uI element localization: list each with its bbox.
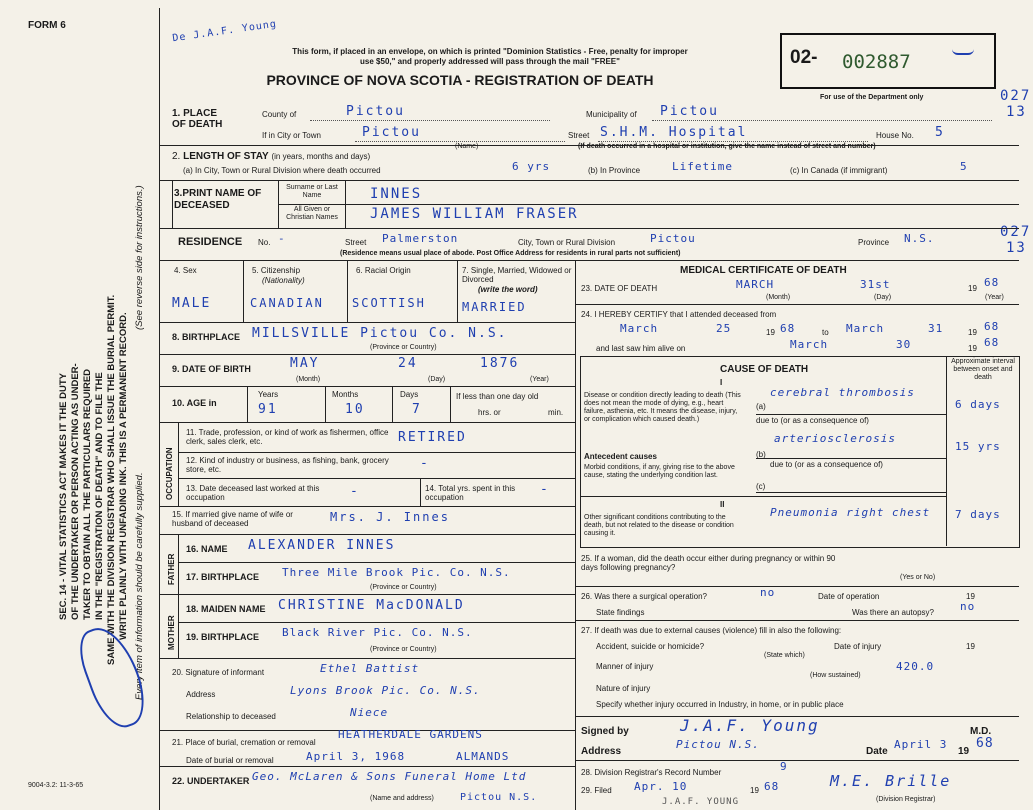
citizenship-label: 5. Citizenship bbox=[252, 266, 301, 275]
from-day: 25 bbox=[716, 322, 732, 335]
registration-box bbox=[780, 33, 996, 89]
code-d: 13 bbox=[1006, 240, 1027, 256]
state-findings-label: State findings bbox=[596, 608, 645, 617]
md-label: M.D. bbox=[970, 726, 992, 737]
d25-sub: (Yes or No) bbox=[900, 574, 936, 581]
from-century: 19 bbox=[766, 328, 775, 337]
relationship-label: Relationship to deceased bbox=[186, 712, 276, 721]
spouse-value: Mrs. J. Innes bbox=[330, 510, 450, 524]
op-century: 19 bbox=[966, 592, 975, 601]
stay-c-label: (c) In Canada (if immigrant) bbox=[790, 166, 888, 175]
informant-value: Ethel Battist bbox=[320, 662, 420, 675]
house-value: 5 bbox=[935, 125, 945, 140]
address-label: Address bbox=[581, 746, 622, 757]
a-mark: (a) bbox=[756, 402, 766, 411]
dob-label: 9. DATE OF BIRTH bbox=[172, 364, 251, 374]
occupation-section: OCCUPATION bbox=[165, 447, 174, 500]
res-city-label: City, Town or Rural Division bbox=[518, 238, 616, 247]
date-label: Date bbox=[866, 746, 888, 757]
industry-label: 12. Kind of industry or business, as fishing, bank, grocery store, etc. bbox=[186, 456, 389, 474]
less-than-day: If less than one day old bbox=[456, 392, 539, 401]
place-note: (If death occurred in a hospital or institution, give the name instead of street and number) bbox=[578, 143, 876, 150]
roman-2: II bbox=[720, 500, 725, 509]
birthplace-value: MILLSVILLE Pictou Co. N.S. bbox=[252, 326, 508, 341]
age-label: 10. AGE in bbox=[172, 398, 217, 408]
d23-label: 23. DATE OF DEATH bbox=[581, 284, 658, 293]
footer-code: 9004-3.2: 11-3-65 bbox=[28, 782, 84, 789]
father-birth-value: Three Mile Brook Pic. Co. N.S. bbox=[282, 566, 511, 579]
to-label: to bbox=[822, 328, 829, 337]
municipality-value: Pictou bbox=[660, 104, 719, 119]
undertaker-label: 22. UNDERTAKER bbox=[172, 776, 250, 786]
a-value: cerebral thrombosis bbox=[770, 386, 915, 399]
specify-label: Specify whether injury occurred in Industry, in home, or in public place bbox=[596, 700, 844, 709]
burial-date-label: Date of burial or removal bbox=[186, 756, 274, 765]
signed-value: J.A.F. Young bbox=[680, 716, 820, 735]
father-name-label: 16. NAME bbox=[186, 544, 228, 554]
due-b: due to (or as a consequence of) bbox=[770, 460, 883, 469]
mother-birth-label: 19. BIRTHPLACE bbox=[186, 632, 260, 642]
header-note-1: This form, if placed in an envelope, on which is printed "Dominion Statistics - Free, penalty for improper bbox=[292, 47, 688, 56]
injury-date-label: Date of injury bbox=[834, 642, 882, 651]
citizenship-value: CANADIAN bbox=[250, 296, 324, 310]
dob-day: 24 bbox=[398, 356, 418, 371]
code-c: 027 bbox=[1000, 224, 1032, 240]
residence-label: RESIDENCE bbox=[178, 236, 243, 248]
sidebar-line-7: Every item of information should be carefully supplied. bbox=[134, 472, 145, 700]
d28-label: 28. Division Registrar's Record Number bbox=[581, 768, 722, 777]
father-birth-label: 17. BIRTHPLACE bbox=[186, 572, 260, 582]
sidebar-line-1: SEC. 14 - VITAL STATISTICS ACT MAKES IT THE DUTY bbox=[58, 372, 69, 620]
other-value: Pneumonia right chest bbox=[770, 506, 931, 519]
to-month: March bbox=[846, 322, 885, 335]
last-saw-label: and last saw him alive on bbox=[596, 344, 686, 353]
b-mark: (b) bbox=[756, 450, 766, 459]
undertaker-value: Geo. McLaren & Sons Funeral Home Ltd bbox=[252, 770, 527, 783]
d24-label: 24. I HEREBY CERTIFY that I attended deceased from bbox=[581, 310, 777, 319]
dob-month: MAY bbox=[290, 356, 320, 371]
informant-addr-label: Address bbox=[186, 690, 216, 699]
d23-year-cap: (Year) bbox=[985, 294, 1004, 301]
sidebar-line-6: WRITE PLAINLY WITH UNFADING INK. THIS IS A PERMANENT RECORD. bbox=[118, 312, 129, 640]
dob-year-cap: (Year) bbox=[530, 376, 549, 383]
informant-label: 20. Signature of informant bbox=[172, 668, 265, 677]
sex-value: MALE bbox=[172, 296, 212, 311]
to-century: 19 bbox=[968, 328, 977, 337]
informant-addr-value: Lyons Brook Pic. Co. N.S. bbox=[290, 684, 481, 697]
hrs-label: hrs. or bbox=[478, 408, 501, 417]
registrar-signature: M.E. Brille bbox=[830, 772, 952, 790]
c-mark: (c) bbox=[756, 482, 766, 491]
stay-a-value: 6 yrs bbox=[512, 160, 551, 173]
b-interval: 15 yrs bbox=[955, 440, 1001, 453]
father-birth-sub: (Province or Country) bbox=[370, 584, 437, 591]
dob-month-cap: (Month) bbox=[296, 376, 321, 383]
form-number: FORM 6 bbox=[28, 20, 66, 31]
stay-b-label: (b) In Province bbox=[588, 166, 641, 175]
res-street-value: Palmerston bbox=[382, 232, 459, 245]
other-interval: 7 days bbox=[955, 508, 1001, 521]
city-caption: (Name) bbox=[455, 143, 479, 150]
date-year: 68 bbox=[976, 736, 994, 751]
sidebar-line-5: SAME WITH THE DIVISION REGISTRAR WHO SHALL ISSUE THE BURIAL PERMIT. bbox=[106, 294, 117, 665]
burial-place-value: HEATHERDALE GARDENS bbox=[338, 728, 483, 741]
undertaker-extra: Pictou N.S. bbox=[460, 792, 538, 803]
to-year: 68 bbox=[984, 320, 1000, 333]
sidebar-line-8: (See reverse side for instructions.) bbox=[134, 185, 145, 330]
age-years: 91 bbox=[258, 402, 278, 417]
d23-day: 31st bbox=[860, 278, 891, 291]
dob-day-cap: (Day) bbox=[428, 376, 446, 383]
to-day: 31 bbox=[928, 322, 944, 335]
stay-b-value: Lifetime bbox=[672, 160, 733, 173]
trade-value: RETIRED bbox=[398, 430, 467, 445]
d23-century: 19 bbox=[968, 284, 977, 293]
last-saw-year: 68 bbox=[984, 336, 1000, 349]
a-interval: 6 days bbox=[955, 398, 1001, 411]
d29-value: Apr. 10 bbox=[634, 780, 688, 793]
d23-year: 68 bbox=[984, 276, 1000, 289]
registrar-caption: (Division Registrar) bbox=[876, 796, 936, 803]
age-months: 10 bbox=[345, 402, 365, 417]
min-label: min. bbox=[548, 408, 564, 417]
from-year: 68 bbox=[780, 322, 796, 335]
state-which: (State which) bbox=[764, 652, 805, 659]
birthplace-sub: (Province or Country) bbox=[370, 344, 437, 351]
mother-birth-sub: (Province or Country) bbox=[370, 646, 437, 653]
autopsy-label: Was there an autopsy? bbox=[852, 608, 934, 617]
last-worked-label: 13. Date deceased last worked at this occupation bbox=[186, 484, 320, 502]
ante-sub: Morbid conditions, if any, giving rise to the above cause, stating the underlying condition last. bbox=[584, 464, 735, 479]
dob-year: 1876 bbox=[480, 356, 520, 371]
last-saw-day: 30 bbox=[896, 338, 912, 351]
marital-label: 7. Single, Married, Widowed or Divorced bbox=[462, 266, 572, 284]
manner-label: Manner of injury bbox=[596, 662, 654, 671]
father-section: FATHER bbox=[167, 553, 176, 585]
undertaker-sub: (Name and address) bbox=[370, 795, 434, 802]
res-city-value: Pictou bbox=[650, 232, 696, 245]
reg-prefix: 02- bbox=[790, 47, 818, 68]
street-label: Street bbox=[568, 131, 590, 140]
given-value: JAMES WILLIAM FRASER bbox=[370, 206, 579, 222]
mother-birth-value: Black River Pic. Co. N.S. bbox=[282, 626, 473, 639]
top-annotation: De J.A.F. Young bbox=[171, 18, 278, 45]
racial-value: SCOTTISH bbox=[352, 296, 426, 310]
code-b: 13 bbox=[1006, 104, 1027, 120]
racial-label: 6. Racial Origin bbox=[356, 266, 411, 275]
county-label: County of bbox=[262, 110, 297, 119]
d29-year: 68 bbox=[764, 780, 780, 793]
d23-day-cap: (Day) bbox=[874, 294, 892, 301]
injury-century: 19 bbox=[966, 642, 975, 651]
d23-month: MARCH bbox=[736, 278, 775, 291]
name-label: 3.PRINT NAME OF DECEASED bbox=[174, 188, 262, 211]
age-days: 7 bbox=[412, 402, 422, 417]
last-saw-month: March bbox=[790, 338, 829, 351]
surname-label: Surname or Last Name bbox=[286, 184, 338, 199]
house-label: House No. bbox=[876, 131, 914, 140]
nature-label: Nature of injury bbox=[596, 684, 651, 693]
burial-date-value: April 3, 1968 bbox=[306, 750, 406, 763]
roman-1: I bbox=[720, 378, 723, 387]
sidebar-line-4: IN THE "REGISTRATION OF DEATH" AND TO FILE THE bbox=[94, 372, 105, 620]
direct-label: Disease or condition directly leading to death (This does not mean the mode of dying, e.g., heart failure, asthenia, etc. It means the disease, injury, or complication which caused death.) bbox=[584, 392, 741, 423]
other-label: Other significant conditions contributing to the death, but not related to the disease or condition causing it. bbox=[584, 514, 734, 537]
d28-value: 9 bbox=[780, 760, 788, 773]
autopsy-value: no bbox=[960, 600, 976, 613]
page-title: PROVINCE OF NOVA SCOTIA - REGISTRATION OF DEATH bbox=[266, 72, 654, 88]
res-no-label: No. bbox=[258, 238, 271, 247]
medical-title: MEDICAL CERTIFICATE OF DEATH bbox=[680, 265, 847, 276]
years-label: Years bbox=[258, 390, 279, 399]
sidebar-line-2: OF THE UNDERTAKER OR PERSON ACTING AS UNDER- bbox=[70, 363, 81, 620]
spouse-label: 15. If married give name of wife or husband of deceased bbox=[172, 510, 293, 528]
how-sustained: (How sustained) bbox=[810, 672, 861, 679]
given-label: All Given or Christian Names bbox=[286, 206, 338, 221]
stat-code: 420.0 bbox=[896, 660, 935, 673]
d23-month-cap: (Month) bbox=[766, 294, 791, 301]
stay-c-value: 5 bbox=[960, 160, 968, 173]
city-label: If in City or Town bbox=[262, 131, 321, 140]
citizenship-sub: (Nationality) bbox=[262, 276, 305, 285]
burial-place-label: 21. Place of burial, cremation or removal bbox=[172, 738, 316, 747]
d26-label: 26. Was there a surgical operation? bbox=[581, 592, 707, 601]
last-saw-century: 19 bbox=[968, 344, 977, 353]
bottom-stamp: J.A.F. YOUNG bbox=[662, 797, 740, 807]
reg-number: 002887 bbox=[842, 51, 911, 73]
total-yrs-label: 14. Total yrs. spent in this occupation bbox=[425, 484, 516, 502]
birthplace-label: 8. BIRTHPLACE bbox=[172, 332, 241, 342]
due-a: due to (or as a consequence of) bbox=[756, 416, 869, 425]
dept-use: For use of the Department only bbox=[820, 94, 924, 101]
residence-note: (Residence means usual place of abode. Post Office Address for residents in rural parts not sufficient) bbox=[340, 250, 681, 257]
months-label: Months bbox=[332, 390, 359, 399]
days-label: Days bbox=[400, 390, 419, 399]
marital-sub: (write the word) bbox=[478, 285, 538, 294]
stay-label: 2. LENGTH OF STAY (in years, months and days) bbox=[172, 151, 371, 162]
res-street-label: Street bbox=[345, 238, 367, 247]
county-value: Pictou bbox=[346, 104, 405, 119]
interval-label: Approximate interval between onset and death bbox=[951, 358, 1015, 381]
op-date-label: Date of operation bbox=[818, 592, 880, 601]
res-no-value: - bbox=[278, 232, 286, 245]
sex-label: 4. Sex bbox=[174, 266, 197, 275]
date-century: 19 bbox=[958, 746, 970, 757]
cause-title: CAUSE OF DEATH bbox=[720, 364, 809, 375]
municipality-label: Municipality of bbox=[586, 110, 637, 119]
res-province-value: N.S. bbox=[904, 232, 935, 245]
d29-century: 19 bbox=[750, 786, 759, 795]
place-label: 1. PLACE OF DEATH bbox=[172, 108, 223, 130]
relationship-value: Niece bbox=[350, 706, 389, 719]
maiden-label: 18. MAIDEN NAME bbox=[186, 604, 266, 614]
sidebar-line-3: TAKER TO OBTAIN ALL THE PARTICULARS REQUIRED bbox=[82, 368, 93, 620]
burial-almands: ALMANDS bbox=[456, 750, 510, 763]
trade-label: 11. Trade, profession, or kind of work as fishermen, office clerk, sales clerk, etc. bbox=[186, 428, 389, 446]
surname-value: INNES bbox=[370, 186, 423, 202]
city-value: Pictou bbox=[362, 125, 421, 140]
from-month: March bbox=[620, 322, 659, 335]
street-value: S.H.M. Hospital bbox=[600, 125, 748, 140]
d25-label: 25. If a woman, did the death occur either during pregnancy or within 90 days following pregnancy? bbox=[581, 554, 836, 572]
code-a: 027 bbox=[1000, 88, 1032, 104]
stay-a-label: (a) In City, Town or Rural Division where death occurred bbox=[183, 166, 381, 175]
ante-label: Antecedent causes bbox=[584, 452, 657, 461]
industry-value: - bbox=[420, 456, 430, 471]
d26-value: no bbox=[760, 586, 776, 599]
header-note-2: use $50," and properly addressed will pass through the mail "FREE" bbox=[360, 57, 620, 66]
signed-label: Signed by bbox=[581, 726, 629, 737]
date-value: April 3 bbox=[894, 738, 948, 751]
d27-label: 27. If death was due to external causes (violence) fill in also the following: bbox=[581, 626, 842, 635]
check-mark-icon bbox=[952, 45, 974, 55]
maiden-value: CHRISTINE MacDONALD bbox=[278, 598, 465, 613]
d29-label: 29. Filed bbox=[581, 786, 612, 795]
last-worked-value: - bbox=[350, 484, 360, 499]
accident-label: Accident, suicide or homicide? bbox=[596, 642, 705, 651]
father-name-value: ALEXANDER INNES bbox=[248, 538, 396, 553]
address-value: Pictou N.S. bbox=[676, 738, 760, 751]
mother-section: MOTHER bbox=[167, 615, 176, 650]
total-yrs-value: - bbox=[540, 482, 550, 497]
marital-value: MARRIED bbox=[462, 300, 527, 314]
b-value: arteriosclerosis bbox=[774, 432, 896, 445]
res-province-label: Province bbox=[858, 238, 890, 247]
